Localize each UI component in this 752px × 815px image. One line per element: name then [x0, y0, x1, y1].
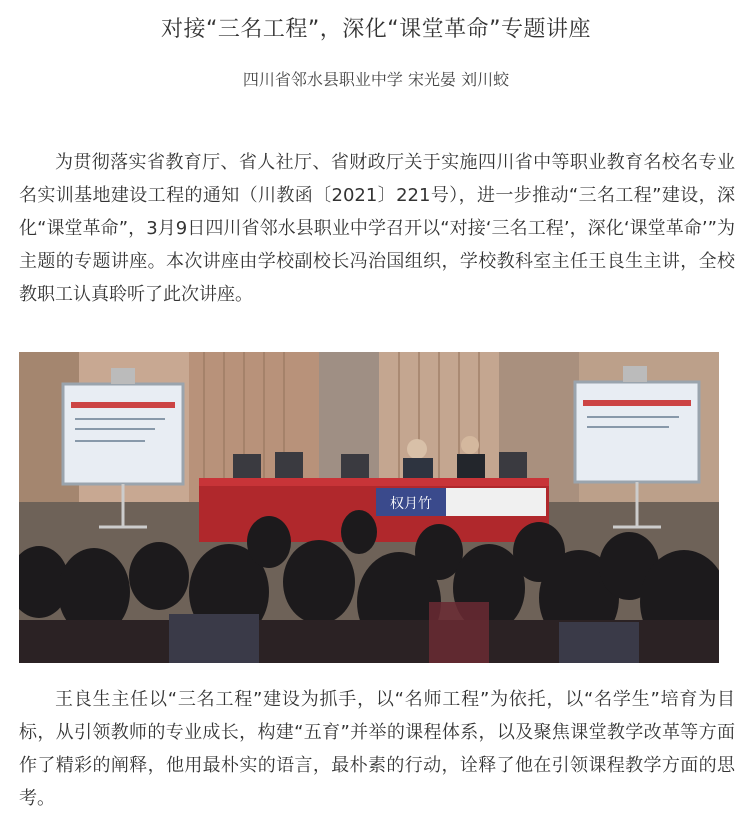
article-paragraph-1: 为贯彻落实省教育厅、省人社厅、省财政厅关于实施四川省中等职业教育名校名专业名实训基地建设工程的通知（川教函〔2021〕221号），进一步推动“三名工程”建设，深化“课堂革命”，3月9日四川省邻水县职业中学召开以“对接‘三名工程’，深化‘课堂革命’”为主题的专题讲座。本次讲座由学校副校长冯治国组织，学校教科室主任王良生主讲，全校教职工认真聆听了此次讲座。 — [19, 152, 735, 305]
photo-banner-text: 权月竹 — [390, 496, 432, 512]
lecture-photo — [19, 352, 719, 663]
article-paragraph-2: 王良生主任以“三名工程”建设为抓手，以“名师工程”为依托，以“名学生”培育为目标，从引领教师的专业成长，构建“五育”并举的课程体系，以及聚焦课堂教学改革等方面作了精彩的阐释，他用最朴实的语言，最朴素的行动，诠释了他在引领课程教学方面的思考。 — [19, 689, 735, 809]
lecture-photo-illustration — [19, 352, 719, 663]
article-authors: 四川省邻水县职业中学 宋光晏 刘川蛟 — [242, 70, 510, 89]
article-title: 对接“三名工程”，深化“课堂革命”专题讲座 — [160, 17, 592, 42]
